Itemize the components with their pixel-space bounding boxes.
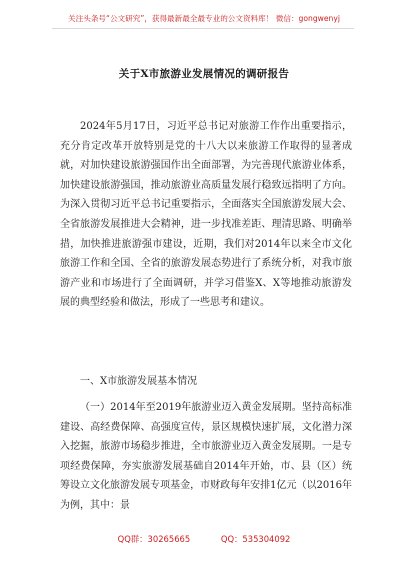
section-body — [60, 398, 352, 516]
section-heading: 一、X市旅游发展基本情况 — [80, 376, 198, 387]
section-paragraph: （一）2014年至2019年旅游业迈入黄金发展期。坚持高标准建设、高经费保障、高强度宣传，景区规模快速扩展，文化潜力深入挖掘，旅游市场稳步推进，全市旅游业迈入黄金发展期。一是专项经费保障，夯实旅游发展基础自2014年开始，市、县（区）统筹设立文化旅游发展专项基金，市财政每年安排1亿元（以2016年为例，其中：景 — [60, 402, 352, 511]
footer — [0, 533, 408, 545]
footer-qq-contact: QQ：535304092 — [220, 534, 291, 544]
header-banner: 关注头条号“公文研究”，获得最新最全最专业的公文资料库！ 微信：gongwenyj — [68, 14, 340, 23]
intro-paragraph: 2024年5月17日，习近平总书记对旅游工作作出重要指示，充分肯定改革开放特别是党的十八大以来旅游工作取得的显著成就，对加快建设旅游强国作出全面部署，为完善现代旅游业体系，加快建设旅游强国，推动旅游业高质量发展行稳致远指明了方向。为深入贯彻习近平总书记重要指示，全面落实全国旅游发展大会、全省旅游发展推进大会精神，进一步找准差距、理清思路、明确举措，加快推进旅游强市建设，近期，我们对2014年以来全市文化旅游工作和全国、全省的旅游发展态势进行了系统分析，对我市旅游产业和市场进行了全面调研，并学习借鉴X、X等地推动旅游发展的典型经验和做法，形成了一些思考和建议。 — [60, 121, 352, 309]
footer-qq-group: QQ群：30265665 — [117, 534, 191, 544]
intro-section — [60, 117, 352, 313]
header-divider — [52, 28, 354, 29]
document-title: 关于X市旅游业发展情况的调研报告 — [118, 68, 290, 80]
